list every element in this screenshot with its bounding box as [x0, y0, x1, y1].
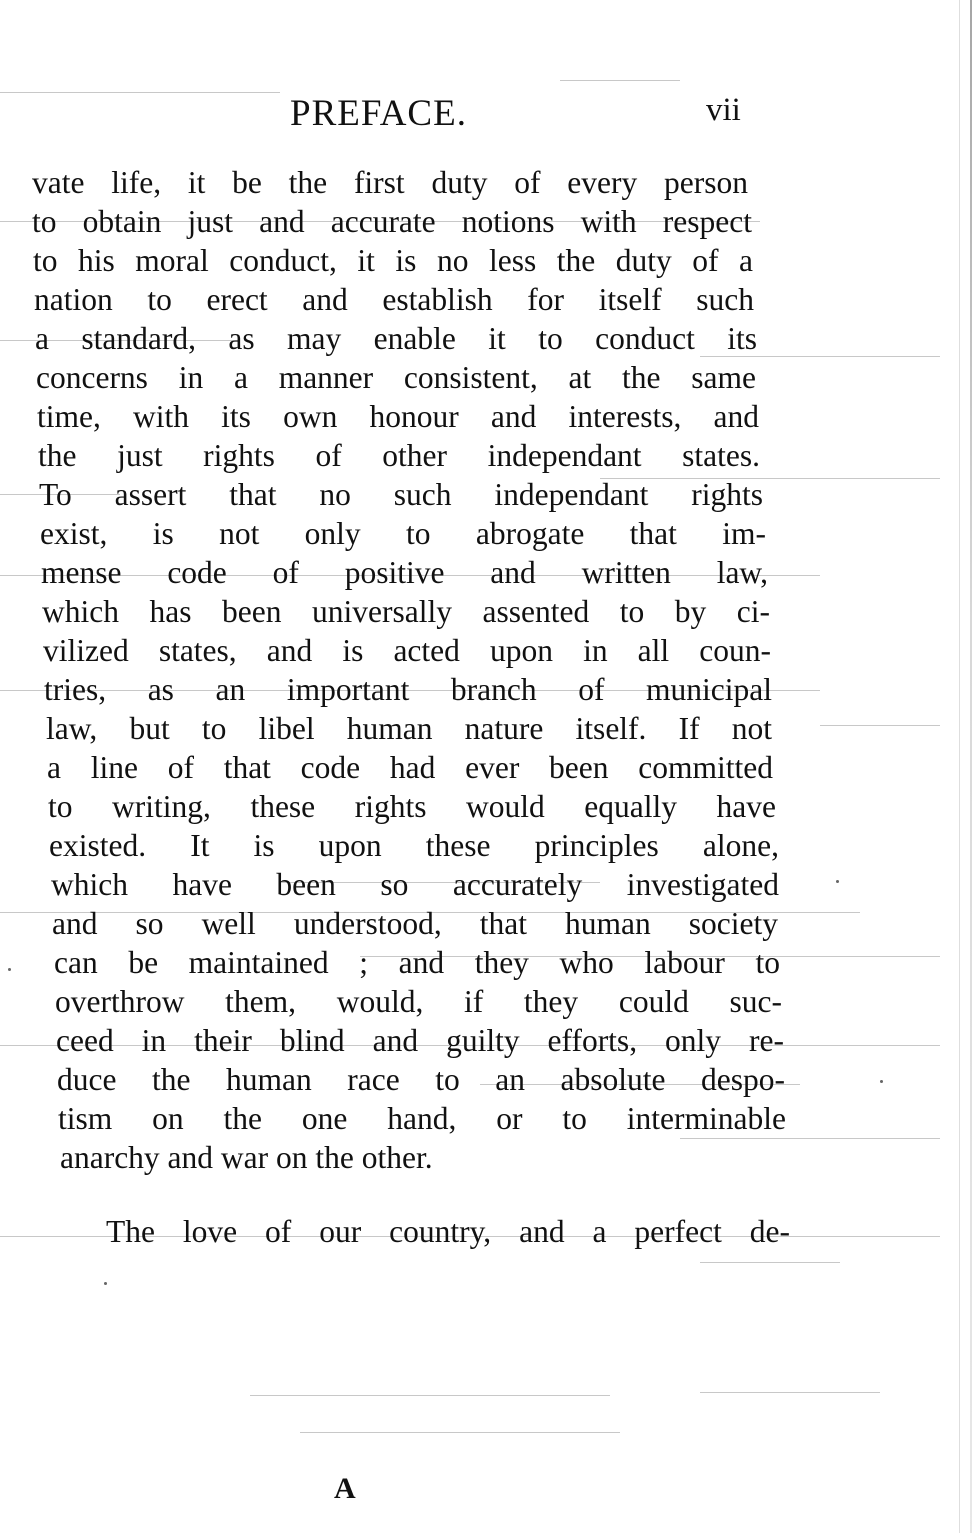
text-line: tism on the one hand, or to interminable — [58, 1101, 786, 1136]
running-head: PREFACE. — [290, 93, 467, 134]
text-line: to obtain just and accurate notions with respect — [32, 204, 752, 239]
text-line: duce the human race to an absolute despo- — [57, 1062, 785, 1097]
bleed-rule — [250, 1395, 610, 1396]
page-number: vii — [706, 92, 741, 128]
text-line: which have been so accurately investigated — [51, 867, 779, 902]
text-line: a line of that code had ever been committed — [47, 750, 773, 785]
text-line: ceed in their blind and guilty efforts, only re- — [56, 1023, 784, 1058]
text-line: a standard, as may enable it to conduct its — [35, 321, 757, 356]
page-edge-shadow — [970, 0, 972, 1533]
bleed-rule — [0, 92, 280, 93]
text-line: vilized states, and is acted upon in all coun- — [43, 633, 771, 668]
text-line: mense code of positive and written law, — [41, 555, 768, 590]
page-edge-line — [959, 0, 960, 1533]
text-line: tries, as an important branch of municipal — [44, 672, 772, 707]
text-line: The love of our country, and a perfect de- — [106, 1214, 790, 1249]
text-line: exist, is not only to abrogate that im- — [40, 516, 766, 551]
bleed-rule — [560, 80, 680, 81]
text-line: nation to erect and establish for itself such — [34, 282, 754, 317]
text-line: vate life, it be the first duty of every person — [32, 165, 748, 200]
signature-mark: A — [334, 1472, 356, 1505]
text-line: can be maintained ; and they who labour to — [54, 945, 780, 980]
ink-speck — [836, 880, 839, 883]
text-line: the just rights of other independant states. — [38, 438, 760, 473]
text-line: to writing, these rights would equally have — [48, 789, 776, 824]
text-line: to his moral conduct, it is no less the duty of a — [33, 243, 753, 278]
text-line: anarchy and war on the other. — [60, 1140, 433, 1175]
text-line: and so well understood, that human society — [52, 906, 778, 941]
text-line: which has been universally assented to by ci- — [42, 594, 770, 629]
text-line: overthrow them, would, if they could suc- — [55, 984, 782, 1019]
text-line: To assert that no such independant rights — [39, 477, 763, 512]
text-line: concerns in a manner consistent, at the same — [36, 360, 756, 395]
bleed-rule — [700, 1262, 840, 1263]
ink-speck — [104, 1282, 107, 1285]
bleed-rule — [700, 1392, 880, 1393]
text-line: existed. It is upon these principles alone, — [49, 828, 779, 863]
ink-speck — [880, 1080, 883, 1083]
text-line: law, but to libel human nature itself. If not — [46, 711, 772, 746]
ink-speck — [8, 968, 11, 971]
text-line: time, with its own honour and interests, and — [37, 399, 759, 434]
bleed-rule — [820, 725, 940, 726]
bleed-rule — [300, 1432, 620, 1433]
